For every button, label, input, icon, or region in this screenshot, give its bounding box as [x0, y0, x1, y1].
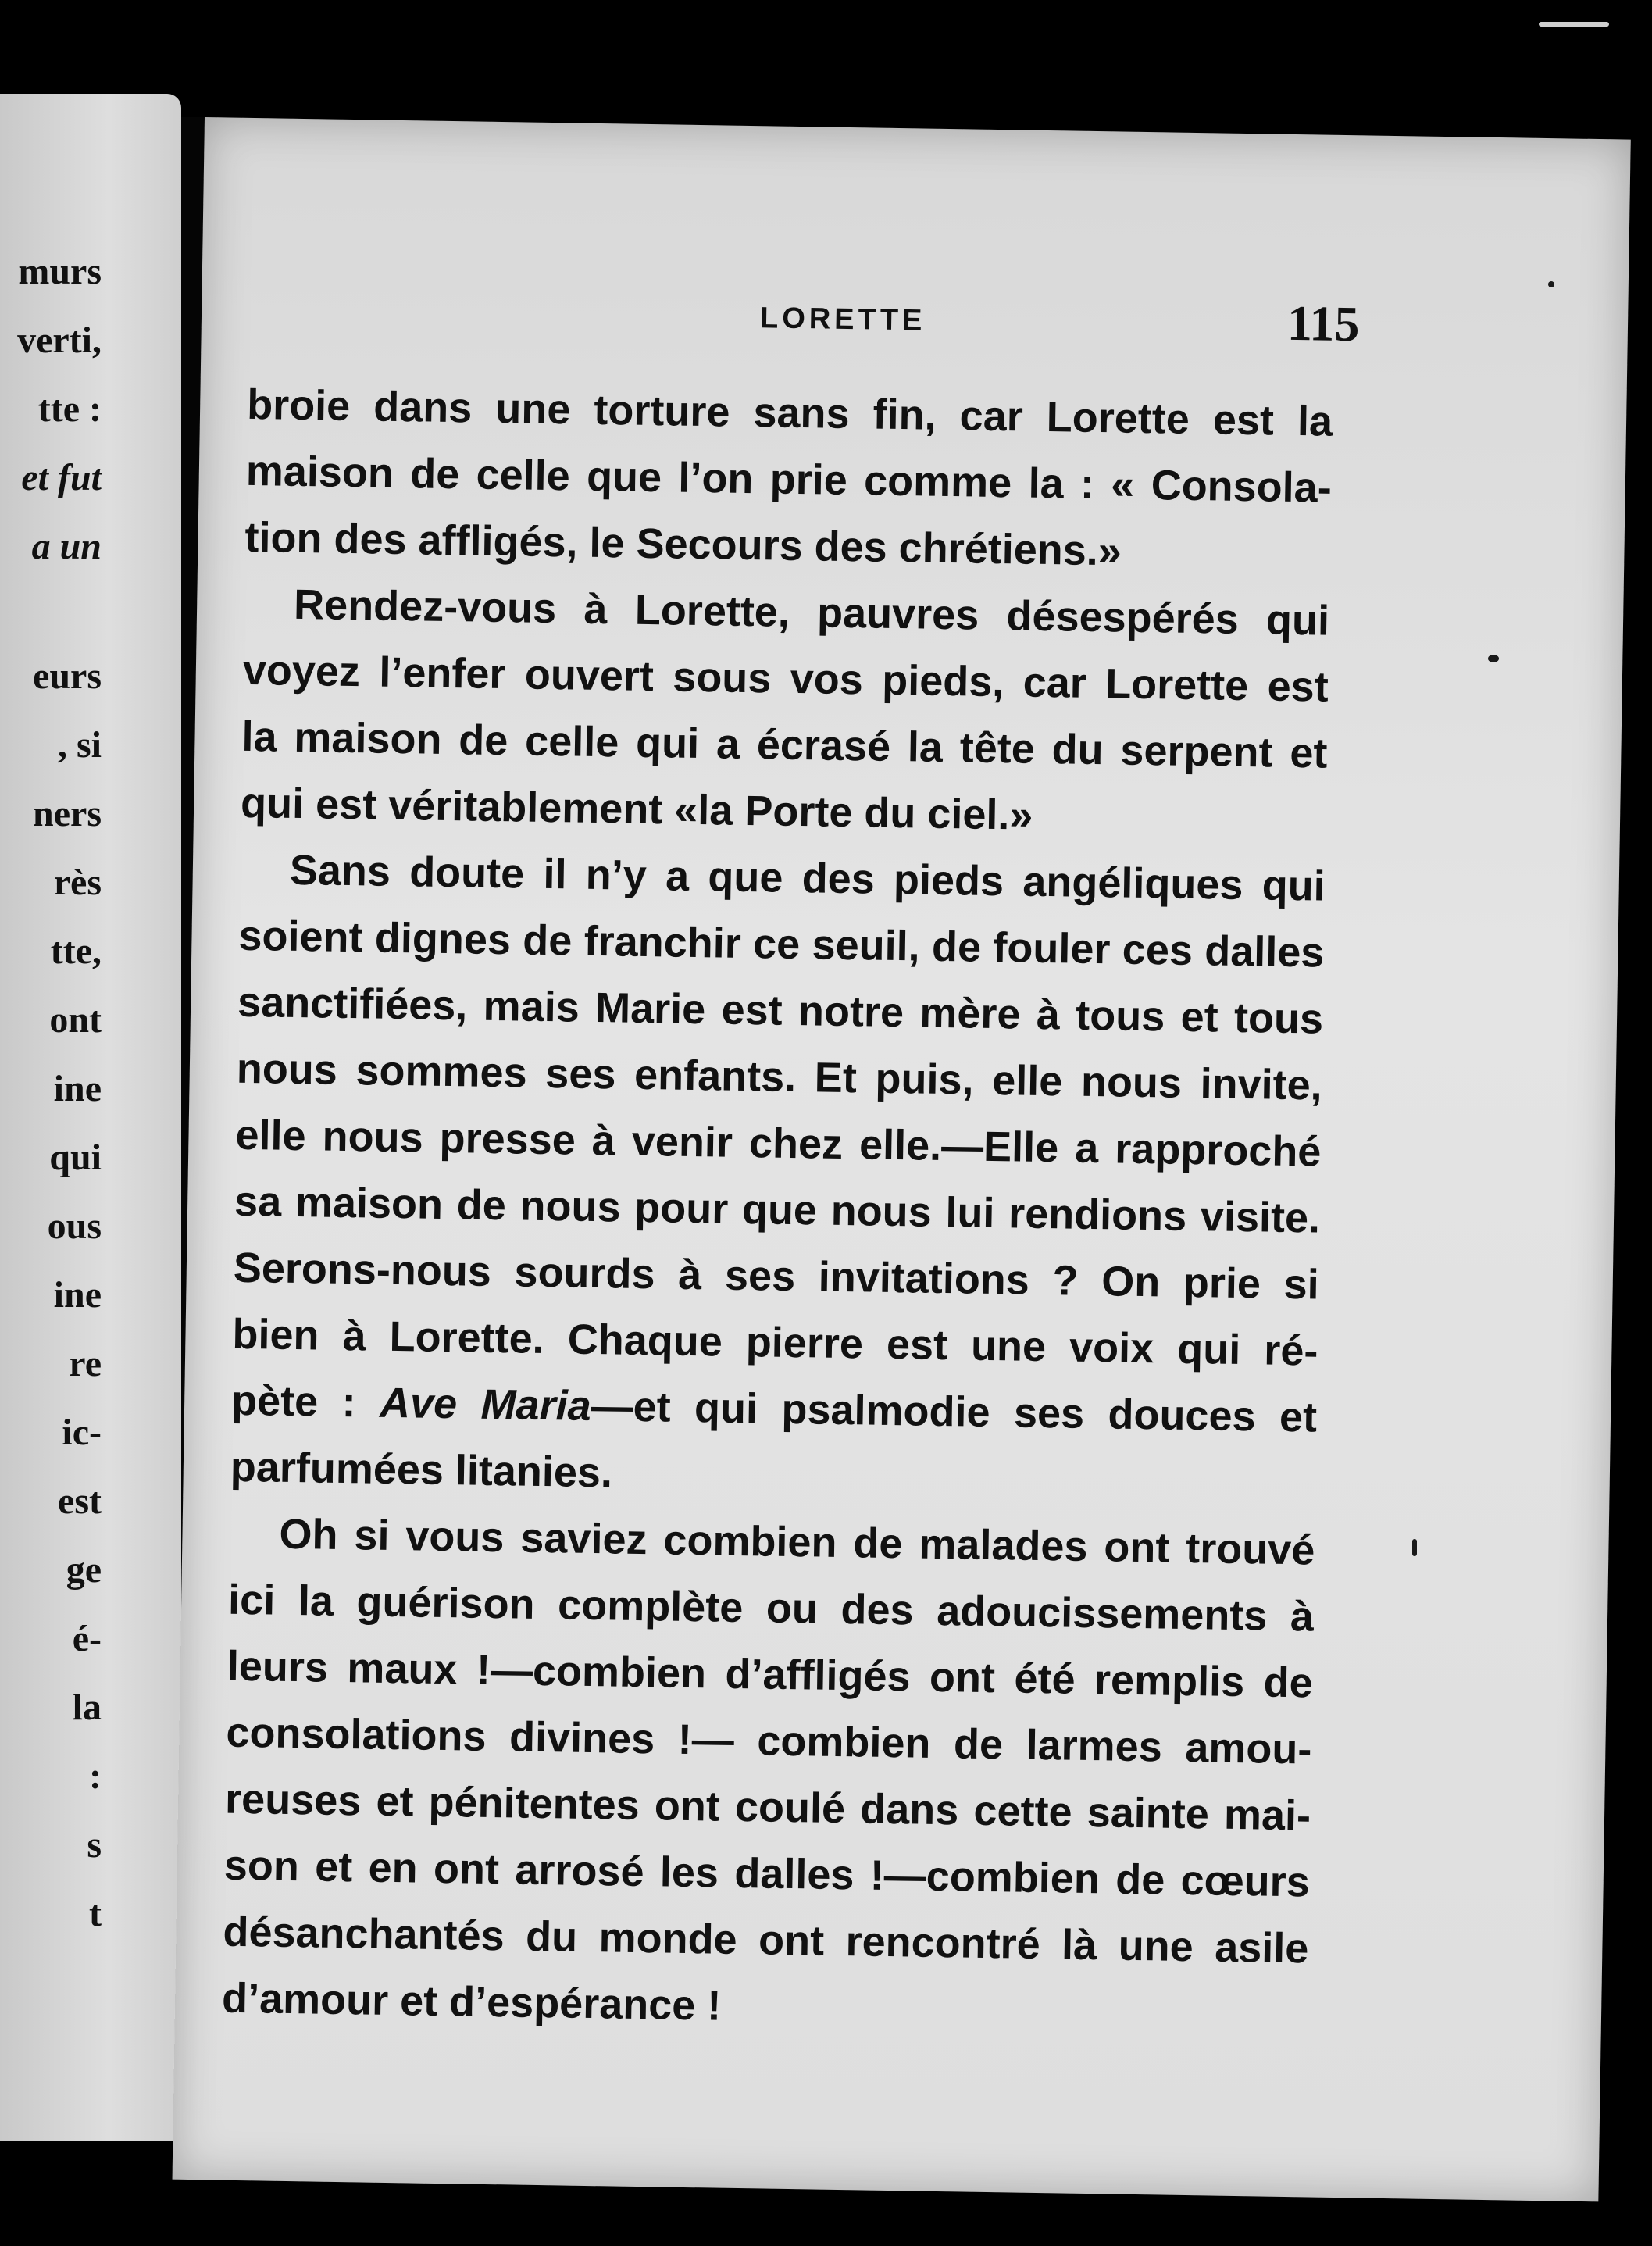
text-line: Rendez-vous à Lorette, pauvres désespérés qui [293, 580, 1330, 645]
scan-speck [1548, 281, 1554, 287]
facing-page-line: ont [49, 999, 102, 1041]
text-line: consolations divines !— combien de larmes amou- [226, 1709, 1312, 1773]
text-line: Oh si vous saviez combien de malades ont trouvé [279, 1510, 1315, 1574]
page-number: 115 [1286, 295, 1361, 352]
facing-page-line: ners [33, 793, 102, 834]
running-head: LORETTE [759, 302, 926, 337]
facing-page-line: tte : [37, 388, 102, 430]
facing-page-line: verti, [17, 320, 102, 361]
facing-page-line: : [89, 1755, 102, 1797]
facing-page-line: rès [53, 862, 102, 903]
text-line: soient dignes de franchir ce seuil, de fouler ces dalles [238, 912, 1325, 977]
text-line: sanctifiées, mais Marie est notre mère à tous et tous [237, 978, 1324, 1043]
facing-page-line: la [72, 1687, 102, 1728]
facing-page-line: s [87, 1824, 102, 1866]
text-line: elle nous presse à venir chez elle.—Elle a rapproché [235, 1111, 1322, 1176]
text-line: voyez l’enfer ouvert sous vos pieds, car Lorette est [242, 646, 1329, 711]
scan-speck [1412, 1539, 1417, 1556]
facing-page-line: é- [72, 1618, 102, 1659]
facing-page-line: ous [47, 1205, 102, 1247]
text-line: Serons-nous sourds à ses invitations ? On prie si [233, 1244, 1320, 1309]
facing-page-line: , si [57, 724, 102, 766]
facing-page-line: eurs [33, 655, 102, 697]
body-text [222, 372, 1333, 2049]
text-line: désanchantés du monde ont rencontré là une asile [223, 1908, 1309, 1973]
text-line: ici la guérison complète ou des adoucissements à [227, 1576, 1315, 1641]
facing-page-line: ine [53, 1274, 102, 1316]
facing-page-fragment [0, 94, 181, 2141]
facing-page-line: re [69, 1343, 102, 1384]
text-line: bien à Lorette. Chaque pierre est une voix qui ré- [232, 1310, 1318, 1375]
facing-page-line: murs [18, 251, 102, 292]
facing-page-line: ge [66, 1549, 102, 1591]
text-line: sa maison de nous pour que nous lui rendions visite. [234, 1177, 1321, 1242]
text-line: la maison de celle qui a écrasé la tête du serpent et [241, 712, 1328, 777]
text-line: Sans doute il n’y a que des pieds angéliques qui [289, 846, 1326, 910]
text-line: maison de celle que l’on prie comme la : « Consola- [245, 447, 1333, 512]
book-page [173, 117, 1631, 2201]
text-line: d’amour et d’espérance ! [221, 1974, 722, 2030]
text-line-end: —et qui psalmodie ses douces et [591, 1382, 1318, 1441]
facing-page-line: t [89, 1893, 102, 1934]
scan-speck [1539, 22, 1609, 27]
text-line-start: pète : [230, 1377, 380, 1427]
facing-page-line: qui [49, 1137, 102, 1178]
facing-page-line: ic- [62, 1412, 102, 1453]
text-line: nous sommes ses enfants. Et puis, elle nous invite, [236, 1044, 1323, 1109]
text-line: leurs maux !—combien d’affligés ont été remplis de [227, 1642, 1314, 1707]
text-line: qui est véritablement «la Porte du ciel.» [240, 779, 1033, 839]
facing-page-line: tte, [50, 930, 102, 972]
facing-page-line: est [58, 1480, 102, 1522]
text-line: son et en ont arrosé les dalles !—combien de cœurs [223, 1841, 1311, 1906]
text-line: tion des affligés, le Secours des chrétiens.» [244, 513, 1122, 575]
facing-page-line: ine [53, 1068, 102, 1109]
text-line: broie dans une torture sans fin, car Lorette est la [246, 380, 1333, 445]
text-line: parfumées litanies. [230, 1443, 613, 1497]
text-line: reuses et pénitentes ont coulé dans cette sainte mai- [224, 1775, 1311, 1840]
scan-speck [1488, 655, 1499, 662]
facing-page-line: a un [31, 526, 102, 567]
facing-page-line: et fut [21, 457, 102, 498]
italic-phrase: Ave Maria [379, 1379, 592, 1430]
